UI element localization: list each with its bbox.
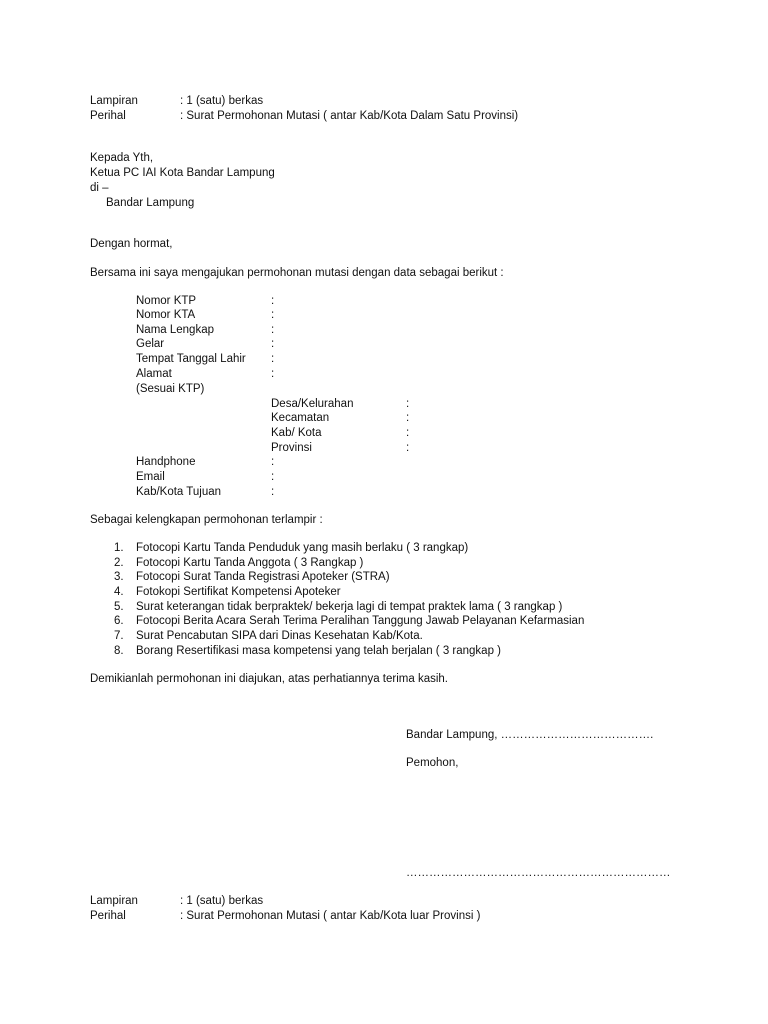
field-label-alamat: Alamat [136,368,172,380]
perihal-label-2: Perihal [90,910,126,922]
list-item-text: Fotocopi Kartu Tanda Anggota ( 3 Rangkap ) [136,557,364,569]
list-item-number: 5. [114,601,124,613]
signature-place-date: Bandar Lampung, …………………………………. [406,729,654,741]
address-label-provinsi: Provinsi [271,442,312,454]
list-item-number: 2. [114,557,124,569]
recipient-line-4: Bandar Lampung [106,197,195,209]
recipient-line-2: Ketua PC IAI Kota Bandar Lampung [90,167,275,179]
list-item-number: 7. [114,630,124,642]
list-item-number: 1. [114,542,124,554]
list-item-text: Fotocopi Berita Acara Serah Terima Peralihan Tanggung Jawab Pelayanan Kefarmasian [136,615,585,627]
list-item-number: 6. [114,615,124,627]
field-label-email: Email [136,471,165,483]
field-label-kta: Nomor KTA [136,309,196,321]
recipient-line-3: di – [90,182,109,194]
perihal-value-2: : Surat Permohonan Mutasi ( antar Kab/Kota luar Provinsi ) [180,910,481,922]
list-item-number: 3. [114,571,124,583]
lampiran-value: : 1 (satu) berkas [180,95,264,107]
perihal-label: Perihal [90,110,126,122]
field-colon: : [271,324,275,336]
list-item-text: Fotocopi Surat Tanda Registrasi Apoteker (STRA) [136,571,390,583]
address-colon: : [406,442,410,454]
list-item-text: Surat keterangan tidak berpraktek/ bekerja lagi di tempat praktek lama ( 3 rangkap ) [136,601,563,613]
field-colon: : [271,368,275,380]
field-colon: : [271,471,275,483]
field-colon: : [271,338,275,350]
field-label-nama: Nama Lengkap [136,324,214,336]
list-item-text: Fotokopi Sertifikat Kompetensi Apoteker [136,586,341,598]
list-item-number: 8. [114,645,124,657]
field-colon: : [271,353,275,365]
perihal-value: : Surat Permohonan Mutasi ( antar Kab/Kota Dalam Satu Provinsi) [180,110,519,122]
signature-role: Pemohon, [406,757,459,769]
field-colon: : [271,309,275,321]
field-label-handphone: Handphone [136,456,196,468]
field-label-sesuai-ktp: (Sesuai KTP) [136,383,205,395]
list-item-number: 4. [114,586,124,598]
field-colon: : [271,486,275,498]
list-item-text: Borang Resertifikasi masa kompetensi yang telah berjalan ( 3 rangkap ) [136,645,501,657]
lampiran-value-2: : 1 (satu) berkas [180,895,264,907]
signature-line: …………………………………………………………… [406,867,671,879]
field-label-kabkota-tujuan: Kab/Kota Tujuan [136,486,222,498]
field-label-ttl: Tempat Tanggal Lahir [136,353,246,365]
intro-text: Bersama ini saya mengajukan permohonan mutasi dengan data sebagai berikut : [90,267,504,279]
recipient-line-1: Kepada Yth, [90,152,154,164]
address-colon: : [406,412,410,424]
address-label-kecamatan: Kecamatan [271,412,330,424]
lampiran-label: Lampiran [90,95,138,107]
list-item-text: Fotocopi Kartu Tanda Penduduk yang masih berlaku ( 3 rangkap) [136,542,469,554]
field-label-gelar: Gelar [136,338,165,350]
list-item-text: Surat Pencabutan SIPA dari Dinas Kesehatan Kab/Kota. [136,630,423,642]
field-label-ktp: Nomor KTP [136,295,197,307]
address-colon: : [406,398,410,410]
field-colon: : [271,295,275,307]
lampiran-label-2: Lampiran [90,895,138,907]
address-label-kabkota: Kab/ Kota [271,427,322,439]
address-colon: : [406,427,410,439]
address-label-desa: Desa/Kelurahan [271,398,354,410]
greeting: Dengan hormat, [90,238,173,250]
attachments-intro: Sebagai kelengkapan permohonan terlampir : [90,514,323,526]
field-colon: : [271,456,275,468]
closing-text: Demikianlah permohonan ini diajukan, atas perhatiannya terima kasih. [90,673,448,685]
